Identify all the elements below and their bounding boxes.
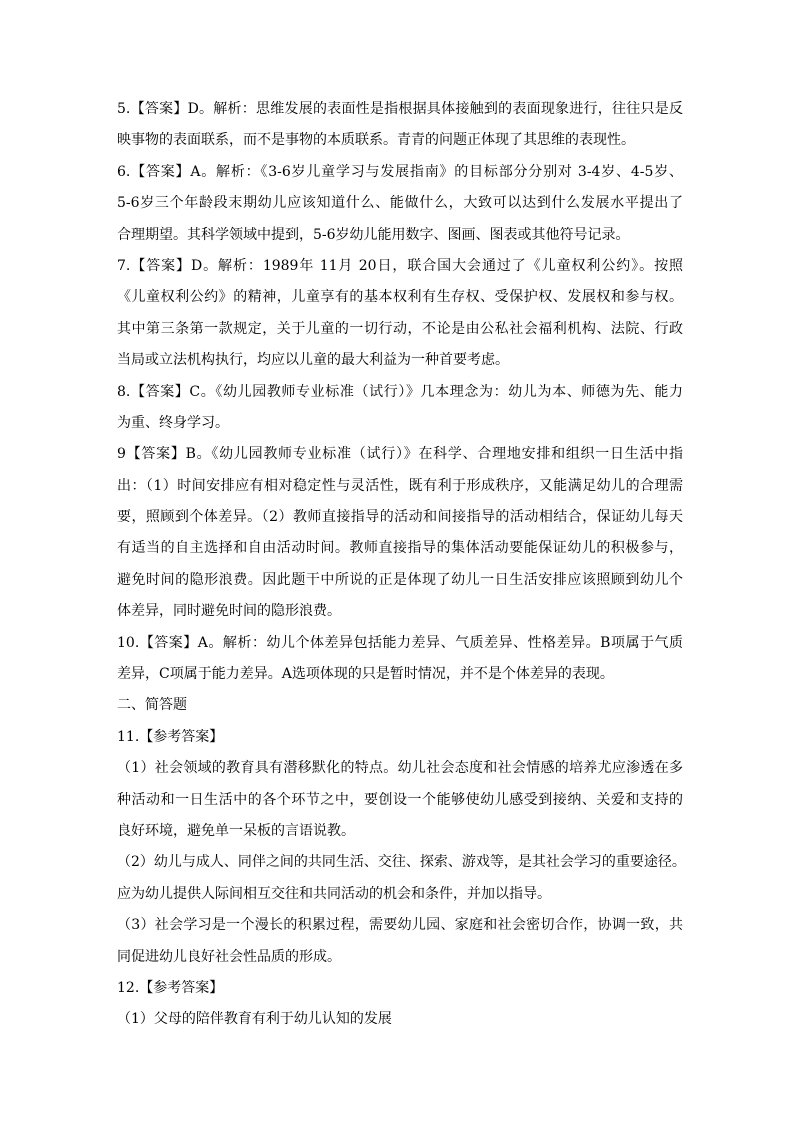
text-line: 体差异，同时避免时间的隐形浪费。 bbox=[117, 603, 341, 620]
text-line: 10.【答案】A。解析：幼儿个体差异包括能力差异、气质差异、性格差异。B项属于气质 bbox=[117, 634, 683, 651]
question-12-heading: 12.【参考答案】 bbox=[117, 979, 224, 996]
text-line: （2）幼儿与成人、同伴之间的共同生活、交往、探索、游戏等，是其社会学习的重要途径。 bbox=[117, 854, 686, 871]
answer-6 bbox=[117, 157, 683, 251]
text-line: （1）社会领域的教育具有潜移默化的特点。幼儿社会态度和社会情感的培养尤应渗透在多 bbox=[117, 760, 683, 777]
document-page bbox=[117, 94, 686, 1036]
answer-7 bbox=[117, 251, 683, 377]
text-line: 良好环境，避免单一呆板的言语说教。 bbox=[117, 822, 355, 839]
answer-11-point-3 bbox=[117, 910, 683, 973]
text-line: 6.【答案】A。解析：《3-6岁儿童学习与发展指南》的目标部分分别对 3-4岁、4-5岁、 bbox=[117, 163, 683, 180]
answer-8 bbox=[117, 377, 683, 440]
text-line: 为重、终身学习。 bbox=[117, 414, 229, 431]
text-line: 出：（1）时间安排应有相对稳定性与灵活性，既有利于形成秩序，又能满足幼儿的合理需 bbox=[117, 477, 683, 494]
text-line: 映事物的表面联系，而不是事物的本质联系。青青的问题正体现了其思维的表现性。 bbox=[117, 132, 635, 149]
text-line: 同促进幼儿良好社会性品质的形成。 bbox=[117, 948, 341, 965]
question-11-heading: 11.【参考答案】 bbox=[117, 728, 224, 745]
text-line: 7.【答案】D。解析：1989年 11月 20日，联合国大会通过了《儿童权利公约》。按照 bbox=[117, 257, 683, 274]
text-line: 其中第三条第一款规定，关于儿童的一切行动，不论是由公私社会福利机构、法院、行政 bbox=[117, 320, 683, 337]
answer-11-point-2 bbox=[117, 847, 686, 910]
answer-5 bbox=[117, 94, 683, 157]
text-line: 应为幼儿提供人际间相互交往和共同活动的机会和条件，并加以指导。 bbox=[117, 885, 551, 902]
text-line: 差异，C项属于能力差异。A选项体现的只是暂时情况，并不是个体差异的表现。 bbox=[117, 666, 614, 683]
text-line: 9【答案】B。《幼儿园教师专业标准（试行）》在科学、合理地安排和组织一日生活中指 bbox=[117, 446, 683, 463]
section-heading: 二、简答题 bbox=[117, 697, 187, 714]
answer-12-point-1: （1）父母的陪伴教育有利于幼儿认知的发展 bbox=[117, 1011, 392, 1028]
text-line: 避免时间的隐形浪费。因此题干中所说的正是体现了幼儿一日生活安排应该照顾到幼儿个 bbox=[117, 571, 683, 588]
text-line: 当局或立法机构执行，均应以儿童的最大利益为一种首要考虑。 bbox=[117, 352, 509, 369]
text-line: 《儿童权利公约》的精神，儿童享有的基本权利有生存权、受保护权、发展权和参与权。 bbox=[117, 289, 683, 306]
answer-11-point-1 bbox=[117, 753, 683, 847]
text-line: 有适当的自主选择和自由活动时间。教师直接指导的集体活动要能保证幼儿的积极参与， bbox=[117, 540, 683, 557]
text-line: 8.【答案】C。《幼儿园教师专业标准（试行）》几本理念为：幼儿为本、师德为先、能力 bbox=[117, 383, 683, 400]
text-line: 要，照顾到个体差异。（2）教师直接指导的活动和间接指导的活动相结合，保证幼儿每天 bbox=[117, 509, 683, 526]
text-line: （3）社会学习是一个漫长的积累过程，需要幼儿园、家庭和社会密切合作，协调一致，共 bbox=[117, 917, 683, 934]
text-line: 5.【答案】D。解析：思维发展的表面性是指根据具体接触到的表面现象进行，往往只是反 bbox=[117, 101, 683, 117]
answer-10 bbox=[117, 628, 683, 691]
text-line: 5-6岁三个年龄段末期幼儿应该知道什么、能做什么，大致可以达到什么发展水平提出了 bbox=[117, 195, 683, 212]
text-line: 种活动和一日生活中的各个环节之中，要创设一个能够使幼儿感受到接纳、关爱和支持的 bbox=[117, 791, 683, 808]
answer-9 bbox=[117, 439, 683, 627]
text-line: 合理期望。其科学领域中提到，5-6岁幼儿能用数字、图画、图表或其他符号记录。 bbox=[117, 226, 630, 243]
